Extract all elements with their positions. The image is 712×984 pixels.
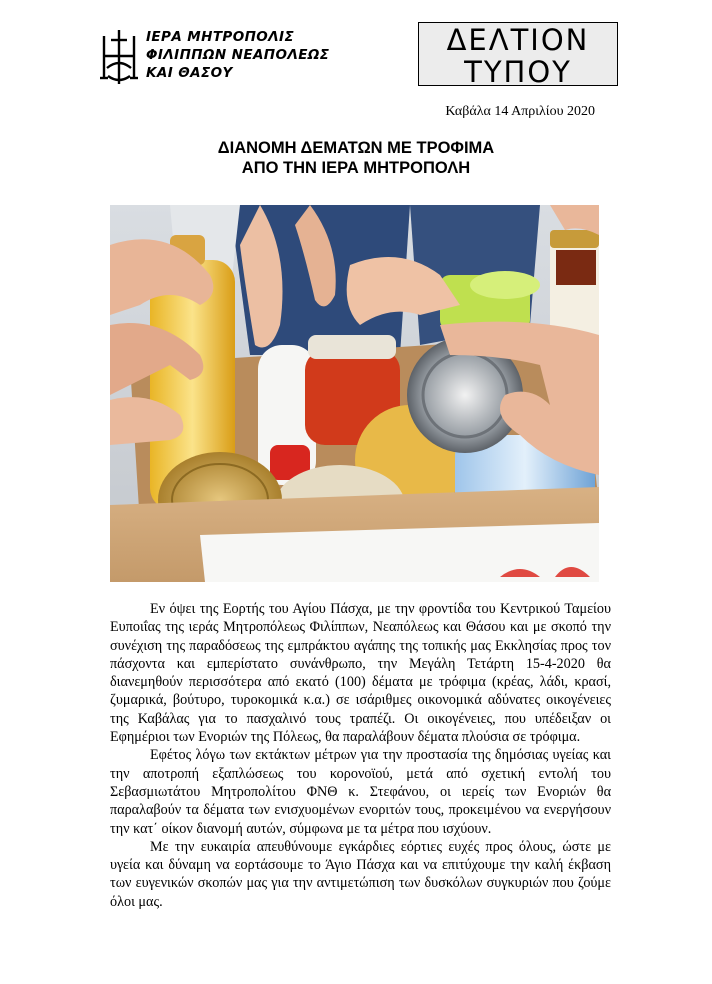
title-line-2: ΑΠΟ ΤΗΝ ΙΕΡΑ ΜΗΤΡΟΠΟΛΗ	[241, 159, 471, 177]
paragraph-1: Εν όψει της Εορτής του Αγίου Πάσχα, με την φροντίδα του Κεντρικού Ταμείου Ευποιΐας της ιεράς Μητροπόλεως Φιλίππων, Νεαπόλεως και Θάσου και με σκοπό την συνέχιση της παραδόσεως της εμπράκτου αγάπης της τοπικής μας Εκκλησίας προς τον πάσχοντα και εμπερίστατο συνάνθρωπο, την Μεγάλη Τετάρτη 15-4-2020 θα διανεμηθούν περισσότερα από εκατό (100) δέματα με τρόφιμα (κρέας, λάδι, κρασί, ζυμαρικά, βούτυρο, τυροκομικά κ.α.) σε ισάριθμες οικονομικά αδύνατες οικογένειες της Καβάλας για το πασχαλινό τους τραπέζι. Οι οικογένειες, που υπέδειξαν οι Εφημέριοι των Ενοριών της Πόλεως, θα παραλάβουν δέματα πλούσια σε τρόφιμα.	[110, 601, 611, 746]
press-line-2: ΤΥΠΟΥ	[464, 55, 572, 89]
metropolis-monogram-icon	[98, 28, 140, 86]
body-text	[110, 600, 611, 911]
metropolis-logo	[98, 28, 338, 86]
paragraph-2: Εφέτος λόγω των εκτάκτων μέτρων για την προστασία της δημόσιας υγείας και την αποτροπή εξαπλώσεως του κορονοϊού, μετά από σχετική εντολή του Σεβασμιωτάτου Μητροπολίτου ΦΝΘ κ. Στεφάνου, οι ιερείς των Ενοριών θα παραλαβούν τα δέματα των ενισχυομένων ενοριτών τους, προκειμένου να ενεργήσουν την κατ΄ οίκον διανομή αυτών, σύμφωνα με τα μέτρα που ισχύουν.	[110, 747, 611, 837]
org-line-1: ΙΕΡΑ ΜΗΤΡΟΠΟΛΙΣ	[146, 29, 295, 45]
document-date: Καβάλα 14 Απριλίου 2020	[445, 104, 595, 119]
food-donation-photo	[110, 205, 599, 582]
org-line-2: ΦΙΛΙΠΠΩΝ ΝΕΑΠΟΛΕΩΣ	[146, 47, 330, 63]
metropolis-name	[146, 28, 329, 82]
press-release-box	[418, 22, 618, 89]
paragraph-3: Με την ευκαιρία απευθύνουμε εγκάρδιες εόρτιες ευχές προς όλους, ώστε με υγεία και δύναμη να εορτάσουμε το Άγιο Πάσχα και να επιτύχουμε την καλή έκβαση των ευγενικών σκοπών μας για την αντιμετώπιση των δυσκόλων συγκυριών που ζούμε όλοι μας.	[110, 838, 611, 910]
org-line-3: ΚΑΙ ΘΑΣΟΥ	[146, 65, 233, 81]
title-line-1: ΔΙΑΝΟΜΗ ΔΕΜΑΤΩΝ ΜΕ ΤΡΟΦΙΜΑ	[217, 139, 495, 157]
document-title	[0, 138, 712, 178]
press-line-1: ΔΕΛΤΙΟΝ	[446, 23, 590, 57]
